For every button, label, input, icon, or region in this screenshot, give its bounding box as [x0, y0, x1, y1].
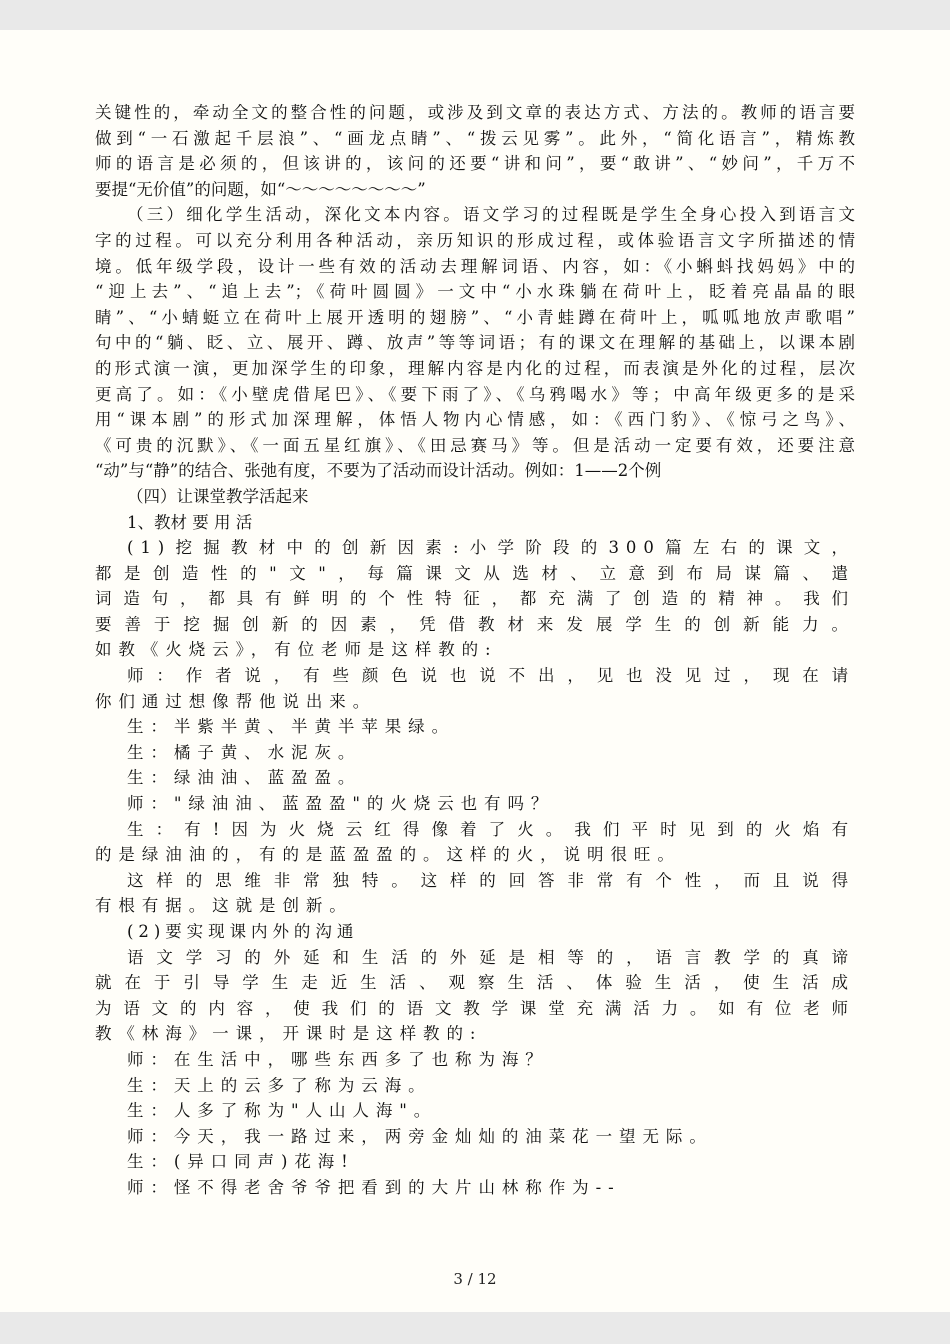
- text-line: 境。低年级学段，设计一些有效的活动去理解词语、内容，如：《小蝌蚪找妈妈》中的: [95, 256, 855, 276]
- text-line: 《可贵的沉默》、《一面五星红旗》、《田忌赛马》等。但是活动一定要有效，还要注意: [95, 435, 855, 455]
- text-line: “迎上去”、“追上去”；《荷叶圆圆》一文中“小水珠躺在荷叶上，眨着亮晶晶的眼: [95, 282, 855, 302]
- dialogue-line: 生：绿油油、蓝盈盈。: [127, 768, 362, 788]
- section-heading-4: （四）让课堂教学活起来: [127, 486, 309, 506]
- dialogue-line: 师：怪不得老舍爷爷把看到的大片山林称作为--: [127, 1177, 621, 1197]
- text-line: 如教《火烧云》，有位老师是这样教的:: [95, 640, 498, 660]
- dialogue-line: 师：作者说，有些颜色说也说不出，见也没见过，现在请: [127, 666, 855, 686]
- text-line: 字的过程。可以充分利用各种活动，亲历知识的形成过程，或体验语言文字所描述的情: [95, 230, 855, 250]
- dialogue-line: 生：(异口同声)花海!: [127, 1152, 355, 1172]
- dialogue-line: 师："绿油油、蓝盈盈"的火烧云也有吗？: [127, 794, 555, 814]
- text-line: 要提“无价值”的问题，如“～～～～～～～～”: [95, 179, 426, 199]
- text-line: 词造句，都具有鲜明的个性特征，都充满了创造的精神。我们: [95, 589, 855, 609]
- text-line: 为语文的内容，使我们的语文教学课堂充满活力。如有位老师: [95, 998, 855, 1018]
- document-page: [0, 30, 950, 1312]
- section-heading-3: （三）细化学生活动，深化文本内容。语文学习的过程既是学生全身心投入到语言文: [127, 205, 855, 225]
- dialogue-line: 师：在生活中，哪些东西多了也称为海？: [127, 1049, 549, 1069]
- dialogue-line: 生：有!因为火烧云红得像着了火。我们平时见到的火焰有: [127, 819, 855, 839]
- text-line: 这样的思维非常独特。这样的回答非常有个性，而且说得: [127, 870, 855, 890]
- dialogue-line: 师：今天，我一路过来，两旁金灿灿的油菜花一望无际。: [127, 1126, 713, 1146]
- text-line: (1)挖掘教材中的创新因素:小学阶段的300篇左右的课文，: [127, 538, 855, 558]
- page-content: [95, 100, 855, 1201]
- text-line: 关键性的，牵动全文的整合性的问题，或涉及到文章的表达方式、方法的。教师的语言要: [95, 103, 855, 122]
- subheading: (2)要实现课内外的沟通: [127, 922, 359, 941]
- text-line: 睛”、“小蜻蜓立在荷叶上展开透明的翅膀”、“小青蛙蹲在荷叶上，呱呱地放声歌唱”: [95, 307, 855, 327]
- subheading: 1、教材 要 用 活: [127, 512, 253, 532]
- text-line: 都是创造性的"文"，每篇课文从选材、立意到布局谋篇、遣: [95, 563, 855, 583]
- text-line: 用“课本剧”的形式加深理解，体悟人物内心情感，如：《西门豹》、《惊弓之鸟》、: [95, 410, 855, 430]
- text-line: 就在于引导学生走近生活、观察生活、体验生活，使生活成: [95, 973, 855, 993]
- text-line: 有根有据。这就是创新。: [95, 896, 353, 916]
- text-line: 的形式演一演，更加深学生的印象，理解内容是内化的过程，而表演是外化的过程，层次: [95, 358, 855, 378]
- dialogue-line: 生：橘子黄、水泥灰。: [127, 742, 362, 762]
- text-line: 要善于挖掘创新的因素，凭借教材来发展学生的创新能力。: [95, 614, 855, 634]
- text-line: 你们通过想像帮他说出来。: [95, 691, 377, 711]
- dialogue-line: 生：半紫半黄、半黄半苹果绿。: [127, 717, 456, 737]
- text-line: 语文学习的外延和生活的外延是相等的，语言教学的真谛: [127, 947, 855, 967]
- text-line: “动”与“静”的结合、张弛有度，不要为了活动而设计活动。例如：1——2个例: [95, 461, 662, 481]
- page-number: 3 / 12: [453, 1270, 497, 1288]
- text-line: 更高了。如：《小壁虎借尾巴》、《要下雨了》、《乌鸦喝水》等；中高年级更多的是采: [95, 384, 855, 404]
- text-line: 师的语言是必须的，但该讲的，该问的还要“讲和问”，要“敢讲”、“妙问”，千万不: [95, 154, 855, 174]
- dialogue-line: 生：天上的云多了称为云海。: [127, 1075, 432, 1095]
- text-line: 教《林海》一课，开课时是这样教的:: [95, 1024, 483, 1044]
- text-line: 做到“一石激起千层浪”、“画龙点睛”、“拨云见雾”。此外，“简化语言”，精炼教: [95, 128, 855, 148]
- text-line: 的是绿油油的，有的是蓝盈盈的。这样的火，说明很旺。: [95, 845, 681, 865]
- text-line: 句中的“躺、眨、立、展开、蹲、放声”等等词语；有的课文在理解的基础上，以课本剧: [95, 333, 855, 353]
- dialogue-line: 生：人多了称为"人山人海"。: [127, 1101, 438, 1121]
